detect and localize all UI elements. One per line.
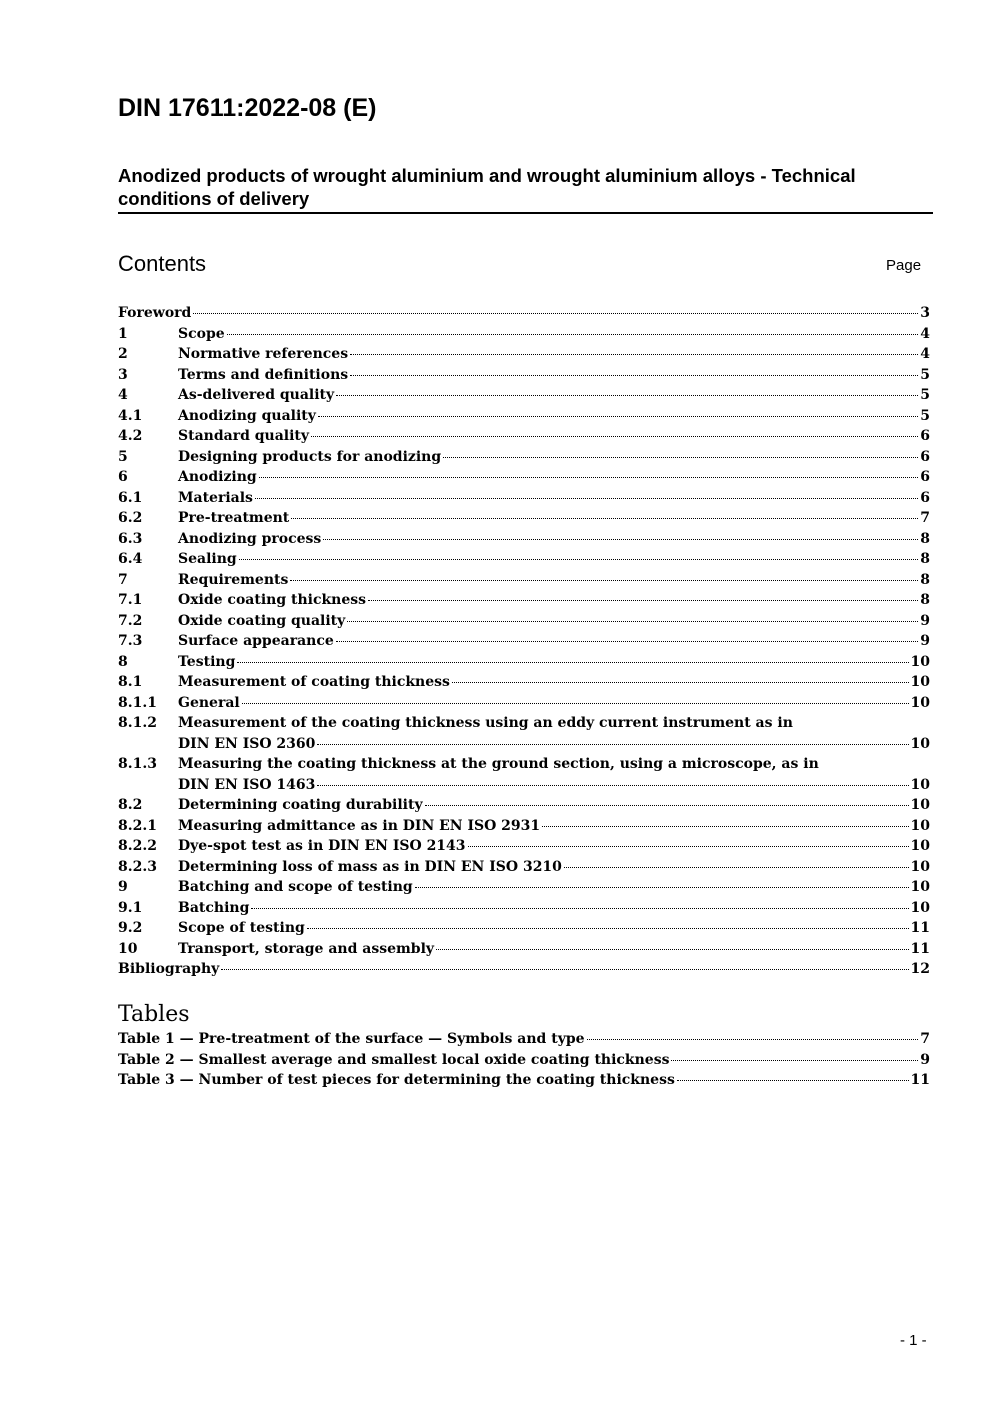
toc-entry[interactable] — [118, 428, 930, 449]
page-column-heading: Page — [886, 257, 922, 274]
table-list-entry[interactable] — [118, 1031, 930, 1052]
toc-entry-title: Designing products for anodizing — [178, 448, 442, 465]
toc-entry-number: 8.1 — [118, 674, 143, 690]
toc-entry-title-continued: DIN EN ISO 1463 — [178, 776, 316, 793]
toc-entry[interactable] — [118, 531, 930, 552]
toc-entry[interactable] — [118, 613, 930, 634]
toc-entry[interactable] — [118, 715, 930, 736]
toc-entry-page: 10 — [910, 797, 930, 813]
toc-entry[interactable] — [118, 797, 930, 818]
toc-entry-number: 8.2.2 — [118, 838, 157, 854]
toc-entry-page: 6 — [920, 469, 930, 485]
toc-entry-title: Surface appearance — [178, 633, 334, 649]
toc-entry[interactable] — [118, 490, 930, 511]
toc-entry-title: Oxide coating quality — [178, 612, 346, 629]
dot-leader — [347, 620, 918, 622]
toc-entry-page: 10 — [910, 735, 930, 752]
toc-entry[interactable] — [118, 838, 930, 859]
toc-entry-number: 8.2 — [118, 797, 143, 813]
dot-leader — [193, 312, 918, 314]
toc-entry[interactable] — [118, 859, 930, 880]
dot-leader — [317, 743, 908, 745]
toc-entry-title: Sealing — [178, 551, 237, 567]
dot-leader — [323, 538, 918, 540]
toc-entry-title: Testing — [178, 653, 236, 670]
dot-leader — [290, 579, 918, 581]
toc-entry[interactable] — [118, 408, 930, 429]
table-entry-title: Table 2 — Smallest average and smallest local oxide coating thickness — [118, 1051, 670, 1068]
toc-entry-number: 4.1 — [118, 407, 143, 424]
toc-entry-page: 8 — [920, 530, 930, 547]
dot-leader — [415, 886, 909, 888]
toc-entry[interactable] — [118, 346, 930, 367]
toc-entry-page: 4 — [920, 325, 930, 342]
dot-leader — [237, 661, 908, 663]
subtitle-line-2: conditions of delivery — [118, 188, 310, 209]
toc-entry-number: 5 — [118, 448, 128, 465]
toc-entry-number: 6.1 — [118, 489, 143, 506]
table-list-entry[interactable] — [118, 1072, 930, 1093]
toc-entry[interactable] — [118, 387, 930, 408]
dot-leader — [336, 394, 918, 396]
toc-entry-title: Scope — [178, 325, 225, 342]
toc-entry-title: Materials — [178, 489, 253, 506]
toc-entry[interactable] — [118, 756, 930, 777]
list-of-tables — [118, 1031, 930, 1093]
toc-entry-title: Requirements — [178, 571, 289, 588]
toc-entry-page: 6 — [920, 489, 930, 506]
toc-entry-page: 10 — [910, 776, 930, 793]
toc-entry-number: 3 — [118, 366, 128, 383]
toc-entry[interactable] — [118, 920, 930, 941]
toc-entry-title: As-delivered quality — [178, 387, 335, 403]
toc-entry-number: 8.2.1 — [118, 817, 157, 834]
dot-leader — [587, 1038, 919, 1040]
toc-entry[interactable] — [118, 674, 930, 695]
toc-entry-number: 8.1.1 — [118, 694, 157, 711]
toc-entry-page: 10 — [910, 674, 930, 690]
toc-entry-number: 8.1.3 — [118, 756, 157, 772]
toc-entry[interactable] — [118, 818, 930, 839]
toc-entry-title: Terms and definitions — [178, 366, 349, 383]
toc-entry[interactable] — [118, 326, 930, 347]
dot-leader — [436, 948, 908, 950]
toc-entry-title: Measurement of coating thickness — [178, 674, 450, 690]
page-number: - 1 - — [900, 1332, 927, 1349]
toc-entry-title-continued: DIN EN ISO 2360 — [178, 735, 316, 752]
toc-entry-page: 10 — [910, 879, 930, 895]
toc-entry[interactable] — [118, 900, 930, 921]
toc-entry[interactable] — [118, 551, 930, 572]
toc-entry-page: 8 — [920, 592, 930, 608]
toc-entry-title: Batching and scope of testing — [178, 879, 413, 895]
toc-entry-page: 10 — [910, 838, 930, 854]
toc-entry-page: 10 — [910, 817, 930, 834]
table-entry-page: 7 — [920, 1031, 930, 1047]
toc-entry-number: 6.3 — [118, 530, 143, 547]
toc-entry-title: Determining loss of mass as in DIN EN ISO 3210 — [178, 858, 562, 875]
dot-leader — [425, 804, 909, 806]
dot-leader — [251, 907, 908, 909]
toc-entry-title: Bibliography — [118, 961, 220, 977]
tables-heading: Tables — [118, 1002, 190, 1027]
toc-entry-title: Foreword — [118, 305, 192, 321]
toc-entry-number: 9 — [118, 879, 128, 895]
toc-entry-number: 4.2 — [118, 428, 143, 444]
dot-leader — [317, 784, 908, 786]
dot-leader — [259, 476, 919, 478]
toc-entry[interactable] — [118, 305, 930, 326]
toc-entry-page: 9 — [920, 633, 930, 649]
toc-entry-number: 10 — [118, 940, 138, 957]
dot-leader — [242, 702, 909, 704]
toc-entry[interactable] — [118, 572, 930, 593]
toc-entry-title: Transport, storage and assembly — [178, 940, 435, 957]
dot-leader — [350, 374, 918, 376]
table-list-entry[interactable] — [118, 1052, 930, 1073]
toc-entry-page: 8 — [920, 551, 930, 567]
toc-entry-number: 4 — [118, 387, 128, 403]
toc-entry-title: Measuring the coating thickness at the ground section, using a microscope, as in — [178, 756, 819, 772]
toc-entry-number: 6.2 — [118, 510, 143, 526]
dot-leader — [350, 353, 918, 355]
dot-leader — [542, 825, 908, 827]
toc-entry-page: 7 — [920, 510, 930, 526]
toc-entry[interactable] — [118, 469, 930, 490]
toc-entry-continuation[interactable] — [118, 736, 930, 757]
toc-entry[interactable] — [118, 367, 930, 388]
dot-leader — [677, 1079, 909, 1081]
toc-entry-number: 6.4 — [118, 551, 143, 567]
dot-leader — [307, 927, 909, 929]
dot-leader — [221, 968, 908, 970]
toc-entry-number: 1 — [118, 325, 128, 342]
dot-leader — [255, 497, 918, 499]
toc-entry-page: 4 — [920, 346, 930, 362]
subtitle-line-1: Anodized products of wrought aluminium and wrought aluminium alloys - Technical — [118, 165, 856, 186]
toc-entry-title: Batching — [178, 899, 250, 916]
toc-entry-title: Determining coating durability — [178, 797, 423, 813]
toc-entry[interactable] — [118, 592, 930, 613]
toc-entry-title: Oxide coating thickness — [178, 592, 367, 608]
toc-entry-number: 7.2 — [118, 612, 143, 629]
dot-leader — [443, 456, 918, 458]
contents-heading: Contents — [118, 251, 207, 276]
toc-entry-page: 9 — [920, 612, 930, 629]
toc-entry[interactable] — [118, 695, 930, 716]
toc-entry-page: 10 — [910, 653, 930, 670]
toc-entry-page: 5 — [920, 366, 930, 383]
toc-entry-title: Measuring admittance as in DIN EN ISO 2931 — [178, 817, 541, 834]
toc-entry-page: 5 — [920, 387, 930, 403]
toc-entry-number: 2 — [118, 346, 128, 362]
dot-leader — [452, 681, 909, 683]
toc-entry[interactable] — [118, 879, 930, 900]
toc-entry-number: 7.3 — [118, 633, 143, 649]
toc-entry-number: 9.1 — [118, 899, 143, 916]
dot-leader — [336, 640, 919, 642]
toc-entry-page: 11 — [910, 940, 930, 957]
table-entry-title: Table 3 — Number of test pieces for determining the coating thickness — [118, 1072, 675, 1088]
dot-leader — [368, 599, 918, 601]
toc-entry-title: Pre-treatment — [178, 510, 290, 526]
toc-entry-title: Standard quality — [178, 428, 310, 444]
toc-entry-page: 5 — [920, 407, 930, 424]
toc-entry-title: Anodizing — [178, 469, 257, 485]
toc-entry-page: 10 — [910, 899, 930, 916]
toc-entry-page: 12 — [910, 961, 930, 977]
table-of-contents — [118, 305, 930, 982]
toc-entry-number: 7 — [118, 571, 128, 588]
toc-entry-page: 6 — [920, 448, 930, 465]
toc-entry-number: 9.2 — [118, 920, 143, 936]
dot-leader — [671, 1059, 918, 1061]
toc-entry-title: Normative references — [178, 346, 349, 362]
toc-entry-number: 7.1 — [118, 592, 143, 608]
toc-entry-page: 8 — [920, 571, 930, 588]
toc-entry[interactable] — [118, 941, 930, 962]
toc-entry[interactable] — [118, 449, 930, 470]
toc-entry-title: General — [178, 694, 240, 711]
toc-entry-page: 3 — [920, 305, 930, 321]
table-entry-page: 9 — [920, 1051, 930, 1068]
toc-entry-number: 8 — [118, 653, 128, 670]
toc-entry[interactable] — [118, 654, 930, 675]
table-entry-title: Table 1 — Pre-treatment of the surface — Symbols and type — [118, 1031, 585, 1047]
toc-entry-title: Anodizing quality — [178, 407, 316, 424]
toc-entry-page: 11 — [910, 920, 930, 936]
toc-entry-title: Scope of testing — [178, 920, 305, 936]
dot-leader — [564, 866, 909, 868]
dot-leader — [311, 435, 918, 437]
dot-leader — [318, 415, 918, 417]
dot-leader — [291, 517, 918, 519]
toc-entry-title: Dye-spot test as in DIN EN ISO 2143 — [178, 838, 466, 854]
document-id: DIN 17611:2022-08 (E) — [118, 94, 377, 122]
dot-leader — [239, 558, 919, 560]
toc-entry-continuation[interactable] — [118, 777, 930, 798]
toc-entry[interactable] — [118, 633, 930, 654]
dot-leader — [227, 333, 919, 335]
toc-entry-title: Anodizing process — [178, 530, 322, 547]
dot-leader — [468, 845, 909, 847]
toc-entry[interactable] — [118, 510, 930, 531]
toc-entry-page: 10 — [910, 858, 930, 875]
toc-entry-page: 10 — [910, 694, 930, 711]
toc-entry[interactable] — [118, 961, 930, 982]
toc-entry-title: Measurement of the coating thickness using an eddy current instrument as in — [178, 715, 793, 731]
toc-entry-page: 6 — [920, 428, 930, 444]
toc-entry-number: 6 — [118, 469, 128, 485]
toc-entry-number: 8.2.3 — [118, 858, 157, 875]
toc-entry-number: 8.1.2 — [118, 715, 157, 731]
table-entry-page: 11 — [910, 1072, 930, 1088]
document-subtitle — [118, 164, 933, 214]
